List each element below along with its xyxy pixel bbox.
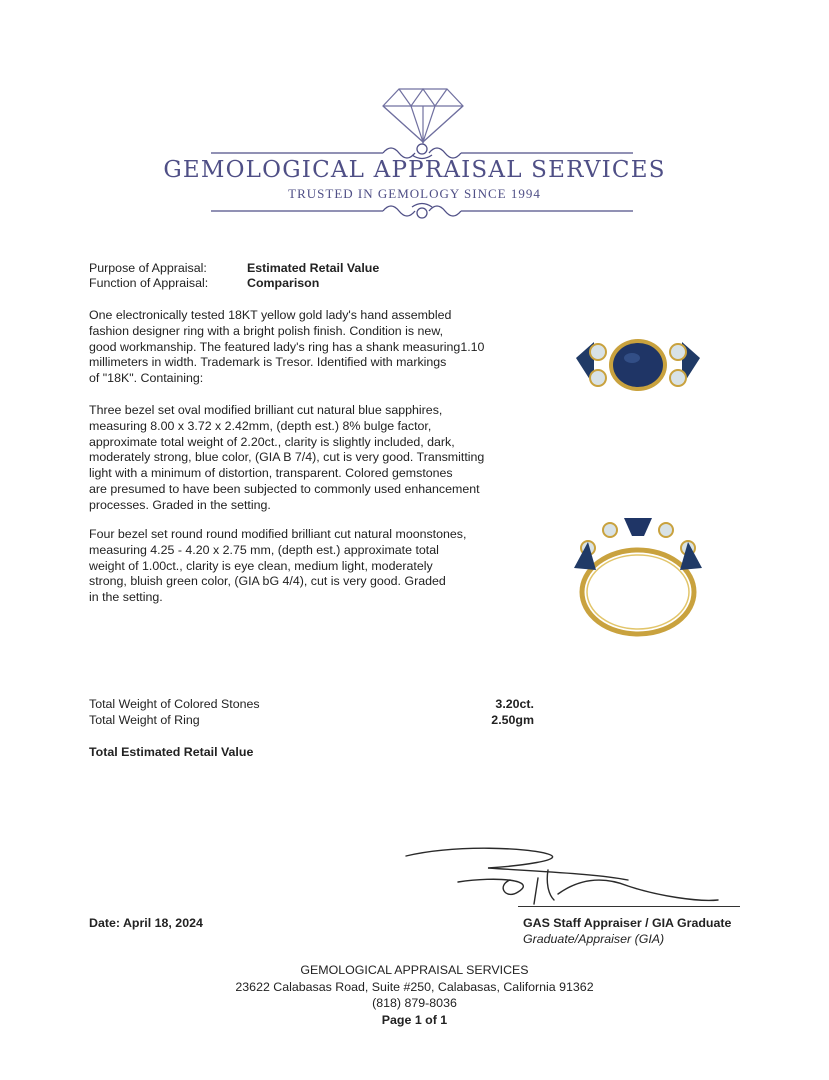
- company-tagline: TRUSTED IN GEMOLOGY SINCE 1994: [288, 186, 541, 201]
- purpose-value: Estimated Retail Value: [247, 261, 380, 275]
- ornament-bottom-icon: [207, 200, 637, 222]
- ring-weight-label: Total Weight of Ring: [89, 713, 200, 727]
- purpose-row: [89, 261, 379, 276]
- sapphire-line: moderately strong, blue color, (GIA B 7/4), cut is very good. Transmitting: [89, 450, 485, 465]
- description-line: good workmanship. The featured lady's ring has a shank measuring1.10: [89, 339, 485, 354]
- signer-subtitle: Graduate/Appraiser (GIA): [523, 932, 665, 946]
- moonstone-line: measuring 4.25 - 4.20 x 2.75 mm, (depth est.) approximate total: [89, 542, 439, 557]
- stones-weight-row: [89, 697, 260, 712]
- company-logo: [0, 0, 829, 240]
- sapphire-line: measuring 8.00 x 3.72 x 2.42mm, (depth est.) 8% bulge factor,: [89, 418, 432, 433]
- signature-line: [518, 906, 740, 907]
- moonstone-line: Four bezel set round round modified brilliant cut natural moonstones,: [89, 527, 467, 541]
- sapphire-line: light with a minimum of distortion, transparent. Colored gemstones: [89, 466, 453, 481]
- diamond-icon: [381, 86, 465, 144]
- ring-top-view: [568, 330, 708, 408]
- moonstone-line: strong, bluish green color, (GIA bG 4/4), cut is very good. Graded: [89, 574, 446, 589]
- moonstone-description: [89, 527, 529, 606]
- ring-side-view: [566, 508, 710, 642]
- page-number: Page 1 of 1: [381, 1012, 448, 1027]
- ring-weight-value: 2.50gm: [491, 713, 534, 727]
- retail-value-label: Total Estimated Retail Value: [89, 745, 254, 759]
- function-value: Comparison: [247, 276, 320, 290]
- signature: [398, 842, 738, 912]
- sapphire-line: are presumed to have been subjected to commonly used enhancement: [89, 481, 480, 496]
- description-line: fashion designer ring with a bright polish finish. Condition is new,: [89, 323, 444, 338]
- stones-weight-label: Total Weight of Colored Stones: [89, 697, 260, 711]
- signer-title: GAS Staff Appraiser / GIA Graduate: [523, 916, 732, 930]
- appraisal-date: Date: April 18, 2024: [89, 916, 203, 930]
- stones-weight-value: 3.20ct.: [495, 697, 534, 711]
- description-line: One electronically tested 18KT yellow gold lady's hand assembled: [89, 308, 452, 322]
- description-line: millimeters in width. Trademark is Tresor. Identified with markings: [89, 355, 447, 370]
- ring-description: [89, 308, 529, 387]
- sapphire-line: approximate total weight of 2.20ct., clarity is slightly included, dark,: [89, 434, 455, 449]
- description-line: of "18K". Containing:: [89, 371, 204, 386]
- function-row: [89, 276, 319, 291]
- function-label: Function of Appraisal:: [89, 276, 209, 290]
- footer-address: 23622 Calabasas Road, Suite #250, Calabasas, California 91362: [235, 979, 594, 994]
- moonstone-line: in the setting.: [89, 590, 163, 605]
- sapphire-description: [89, 403, 529, 514]
- sapphire-line: Three bezel set oval modified brilliant cut natural blue sapphires,: [89, 403, 443, 417]
- footer-address-block: [0, 962, 829, 1028]
- footer-company: GEMOLOGICAL APPRAISAL SERVICES: [300, 963, 529, 977]
- ring-weight-row: [89, 713, 200, 728]
- purpose-label: Purpose of Appraisal:: [89, 261, 207, 275]
- moonstone-line: weight of 1.00ct., clarity is eye clean, medium light, moderately: [89, 558, 433, 573]
- company-name: GEMOLOGICAL APPRAISAL SERVICES: [163, 157, 666, 183]
- footer-phone: (818) 879-8036: [372, 996, 457, 1010]
- sapphire-line: processes. Graded in the setting.: [89, 497, 271, 512]
